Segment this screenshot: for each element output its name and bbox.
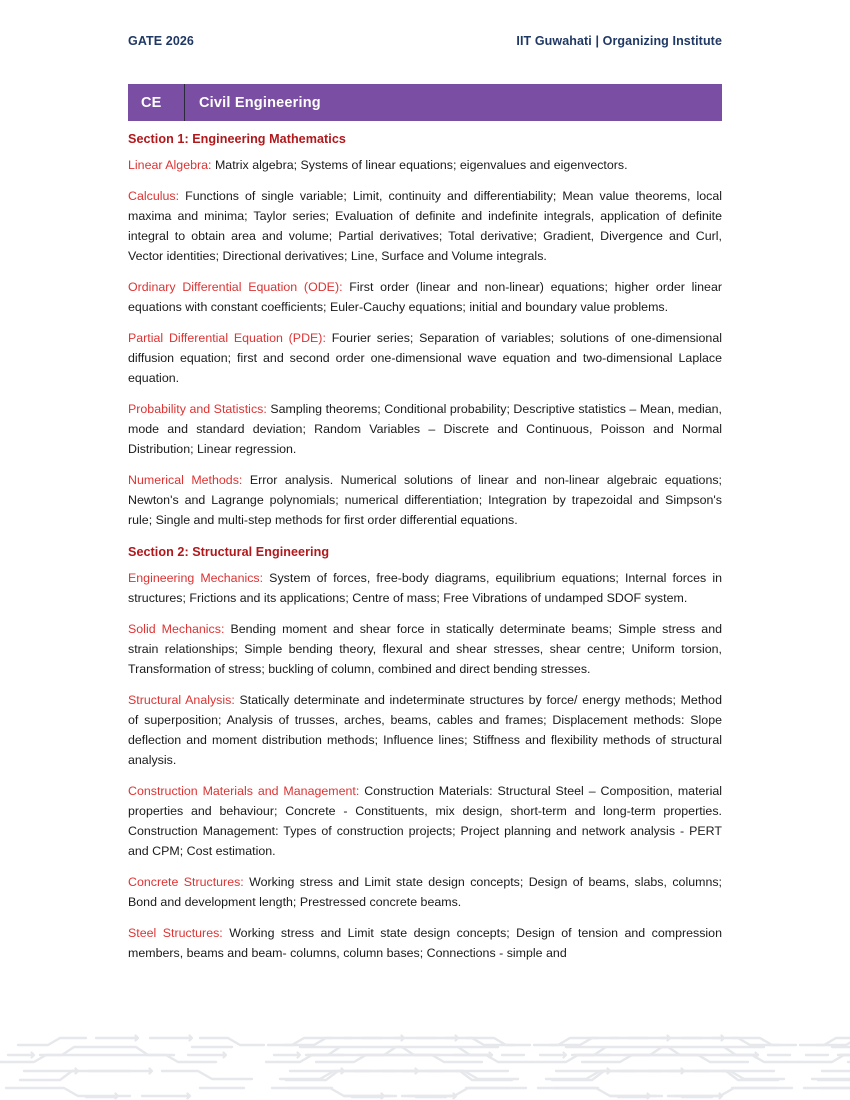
topic-entry <box>128 399 722 459</box>
header-separator: | <box>591 34 603 48</box>
footer-circuit-decoration <box>0 1034 850 1100</box>
header-institute-name: IIT Guwahati <box>516 34 592 48</box>
topic-label: Partial Differential Equation (PDE): <box>128 331 326 345</box>
topic-text: Bending moment and shear force in statically determinate beams; Simple stress and strain relationships; Simple bending theory, flexural and shear stresses, shear centre; Uniform torsion, Transformation of stress; buckling of column, combined and direct bending stresses. <box>128 622 722 676</box>
topic-label: Construction Materials and Management: <box>128 784 360 798</box>
topic-label: Numerical Methods: <box>128 473 243 487</box>
topic-label: Structural Analysis: <box>128 693 235 707</box>
topic-text: Matrix algebra; Systems of linear equations; eigenvalues and eigenvectors. <box>211 158 628 172</box>
topic-text: System of forces, free-body diagrams, equilibrium equations; Internal forces in structures; Frictions and its applications; Centre of mass; Free Vibrations of undamped SDOF system. <box>128 571 722 605</box>
topic-label: Linear Algebra: <box>128 158 212 172</box>
topic-text: Working stress and Limit state design concepts; Design of beams, slabs, columns; Bond and development length; Prestressed concrete beams. <box>128 875 722 909</box>
subject-name-cell <box>185 84 722 121</box>
circuit-pattern-icon <box>0 1034 850 1100</box>
syllabus-content <box>128 131 722 1036</box>
topic-entry <box>128 619 722 679</box>
topic-entry <box>128 328 722 388</box>
topic-entry <box>128 470 722 530</box>
topic-entry <box>128 690 722 770</box>
subject-name: Civil Engineering <box>199 94 321 111</box>
topic-label: Concrete Structures: <box>128 875 244 889</box>
header-exam-title: GATE 2026 <box>128 34 194 48</box>
subject-code: CE <box>141 94 162 111</box>
topic-text: Fourier series; Separation of variables; solutions of one-dimensional diffusion equation; first and second order one-dimensional wave equation and two-dimensional Laplace equation. <box>128 331 722 385</box>
topic-label: Calculus: <box>128 189 180 203</box>
topic-text: Construction Materials: Structural Steel – Composition, material properties and behaviour; Concrete - Constituents, mix design, short-term and long-term properties. Construction Management: Types of construction projects; Project planning and network analysis - PERT and CPM; Cost estimation. <box>128 784 722 858</box>
topic-entry <box>128 568 722 608</box>
topic-text: Working stress and Limit state design concepts; Design of tension and compression members, beams and beam- columns, column bases; Connections - simple and <box>128 926 722 960</box>
section-heading: Section 1: Engineering Mathematics <box>128 132 346 146</box>
subject-code-cell <box>128 84 185 121</box>
document-header <box>128 34 722 48</box>
section-heading: Section 2: Structural Engineering <box>128 545 330 559</box>
topic-entry <box>128 872 722 912</box>
topic-text: Statically determinate and indeterminate structures by force/ energy methods; Method of superposition; Analysis of trusses, arches, beams, cables and frames; Displacement methods: Slope deflection and moment distribution methods; Influence lines; Stiffness and flexibility methods of structural analysis. <box>128 693 722 767</box>
header-institute-role: Organizing Institute <box>602 34 722 48</box>
subject-banner <box>128 84 722 121</box>
topic-label: Solid Mechanics: <box>128 622 225 636</box>
topic-text: First order (linear and non-linear) equations; higher order linear equations with constant coefficients; Euler-Cauchy equations; initial and boundary value problems. <box>128 280 722 314</box>
header-institute <box>516 34 722 48</box>
topic-entry <box>128 186 722 266</box>
topic-text: Error analysis. Numerical solutions of linear and non-linear algebraic equations; Newton's and Lagrange polynomials; numerical differentiation; Integration by trapezoidal and Simpson's rule; Single and multi-step methods for first order differential equations. <box>128 473 722 527</box>
topic-label: Ordinary Differential Equation (ODE): <box>128 280 343 294</box>
topic-entry <box>128 277 722 317</box>
topic-label: Steel Structures: <box>128 926 223 940</box>
topic-entry <box>128 781 722 861</box>
topic-text: Sampling theorems; Conditional probability; Descriptive statistics – Mean, median, mode and standard deviation; Random Variables – Discrete and Continuous, Poisson and Normal Distribution; Linear regression. <box>128 402 722 456</box>
topic-text: Functions of single variable; Limit, continuity and differentiability; Mean value theorems, local maxima and minima; Taylor series; Evaluation of definite and indefinite integrals, application of definite integral to obtain area and volume; Partial derivatives; Total derivative; Gradient, Divergence and Curl, Vector identities; Directional derivatives; Line, Surface and Volume integrals. <box>128 189 722 263</box>
topic-label: Engineering Mechanics: <box>128 571 264 585</box>
topic-label: Probability and Statistics: <box>128 402 267 416</box>
topic-entry <box>128 155 722 175</box>
topic-entry <box>128 923 722 963</box>
